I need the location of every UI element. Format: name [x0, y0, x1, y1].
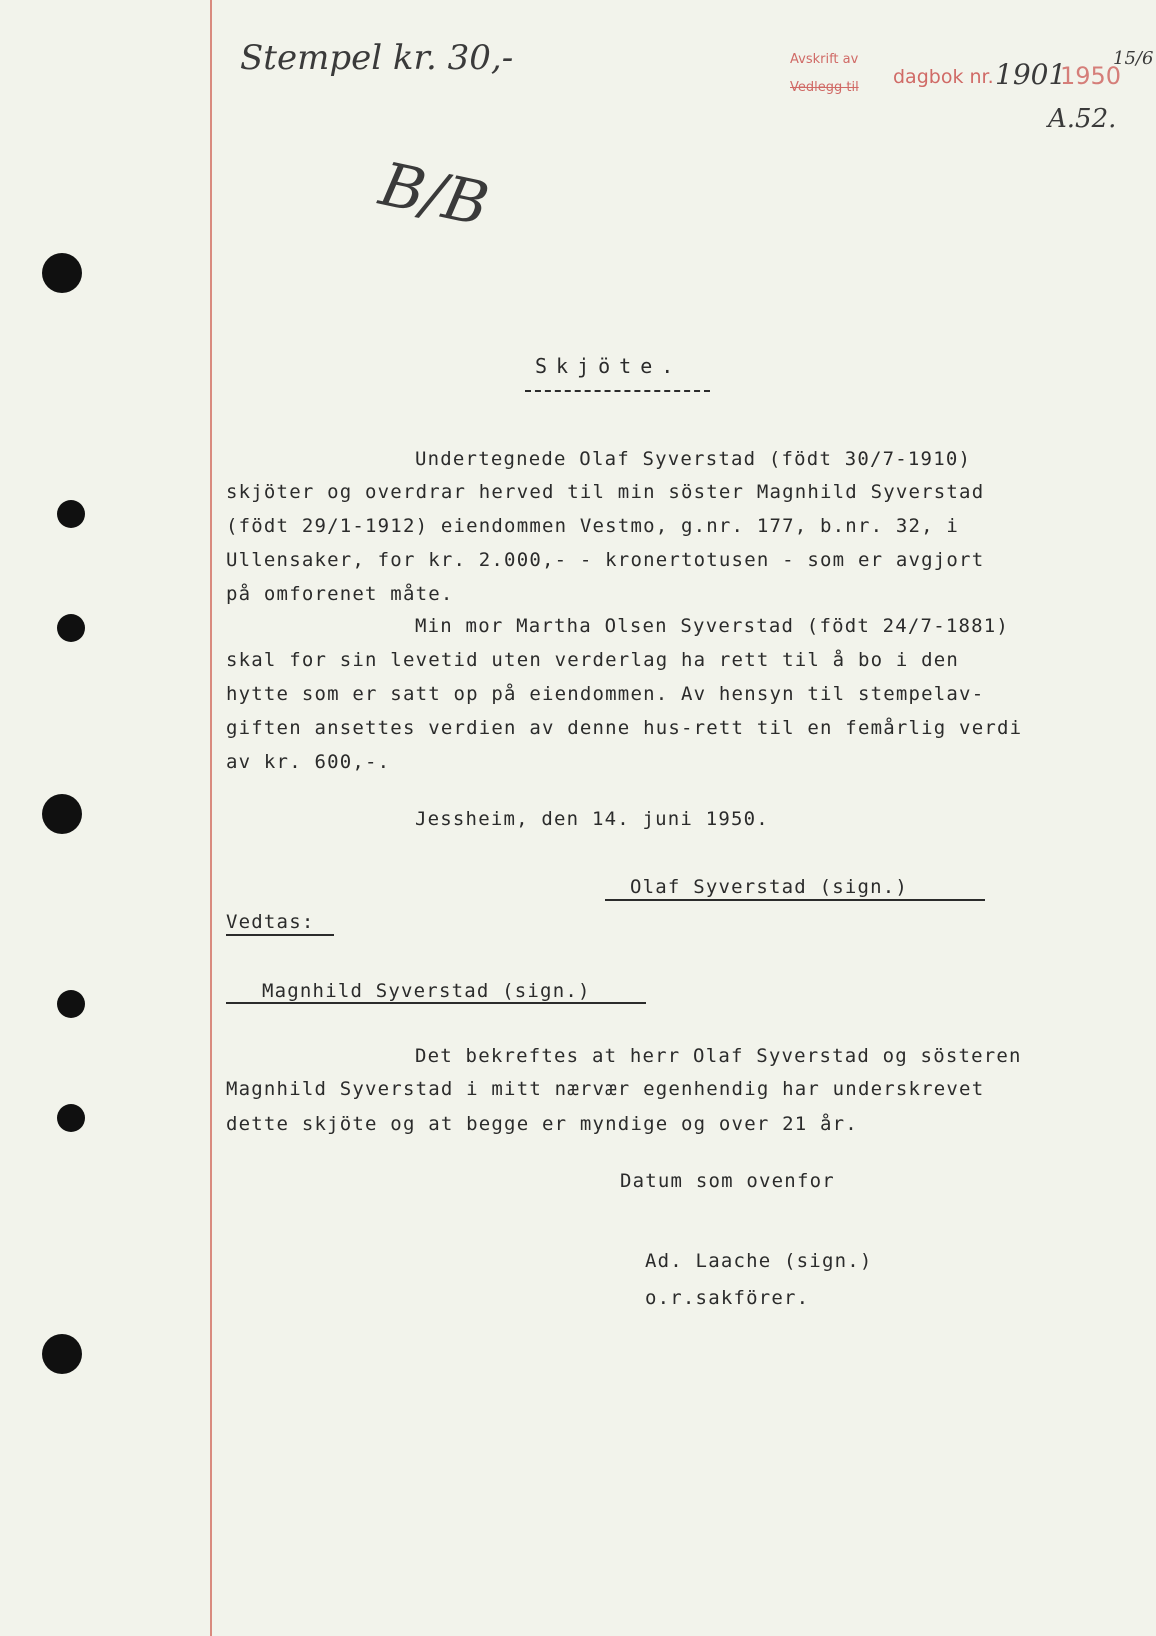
stamp-duty-note: Stempel kr. 30,- — [240, 38, 514, 78]
accepted-label: Vedtas: — [226, 911, 315, 933]
paragraph1-line: Undertegnede Olaf Syverstad (födt 30/7-1910) — [415, 448, 972, 470]
accepted-underline — [226, 934, 334, 936]
witness-signature: Ad. Laache (sign.) — [645, 1250, 873, 1272]
confirmation-line: dette skjöte og at begge er myndige og over 21 år. — [226, 1113, 858, 1135]
punch-hole-icon — [42, 1334, 82, 1374]
margin-rule — [210, 0, 212, 1636]
stamp-struck-text: Vedlegg til — [790, 80, 859, 95]
document-title: Skjöte. — [535, 354, 683, 378]
witness-title: o.r.sakförer. — [645, 1287, 810, 1309]
confirmation-line: Det bekreftes at herr Olaf Syverstad og sösteren — [415, 1045, 1022, 1067]
paragraph1-line: skjöter og overdrar herved til min söster Magnhild Syverstad — [226, 481, 985, 503]
title-underline — [525, 390, 710, 392]
punch-hole-icon — [42, 794, 82, 834]
paragraph1-line: Ullensaker, for kr. 2.000,- - kronertotusen - som er avgjort — [226, 549, 985, 571]
buyer-signature: Magnhild Syverstad (sign.) — [262, 980, 591, 1002]
punch-hole-icon — [57, 1104, 85, 1132]
punch-hole-icon — [57, 500, 85, 528]
punch-hole-icon — [57, 990, 85, 1018]
paragraph1-line: (födt 29/1-1912) eiendommen Vestmo, g.nr. 177, b.nr. 32, i — [226, 515, 960, 537]
date-as-above: Datum som ovenfor — [620, 1170, 835, 1192]
punch-hole-icon — [57, 614, 85, 642]
confirmation-line: Magnhild Syverstad i mitt nærvær egenhendig har underskrevet — [226, 1078, 985, 1100]
initials-mark: B/B — [373, 149, 495, 241]
seller-signature-line — [605, 899, 985, 901]
paragraph2-line: giften ansettes verdien av denne hus-rett til en femårlig verdi — [226, 717, 1023, 739]
place-date: Jessheim, den 14. juni 1950. — [415, 808, 769, 830]
dagbok-label: dagbok nr. — [893, 66, 994, 88]
paragraph2-line: hytte som er satt op på eiendommen. Av hensyn til stempelav- — [226, 683, 985, 705]
stamp-year: 1950 — [1060, 62, 1122, 90]
paragraph2-line: Min mor Martha Olsen Syverstad (födt 24/7-1881) — [415, 615, 1010, 637]
dagbok-number: 1901 — [995, 58, 1067, 91]
date-fraction: 15/6 — [1113, 48, 1154, 69]
paragraph2-line: av kr. 600,-. — [226, 751, 391, 773]
paragraph1-line: på omforenet måte. — [226, 583, 454, 605]
buyer-signature-line — [226, 1002, 646, 1004]
punch-hole-icon — [42, 253, 82, 293]
page-reference: A.52. — [1048, 104, 1117, 134]
stamp-top-text: Avskrift av — [790, 52, 859, 67]
seller-signature: Olaf Syverstad (sign.) — [630, 876, 909, 898]
paragraph2-line: skal for sin levetid uten verderlag ha rett til å bo i den — [226, 649, 960, 671]
